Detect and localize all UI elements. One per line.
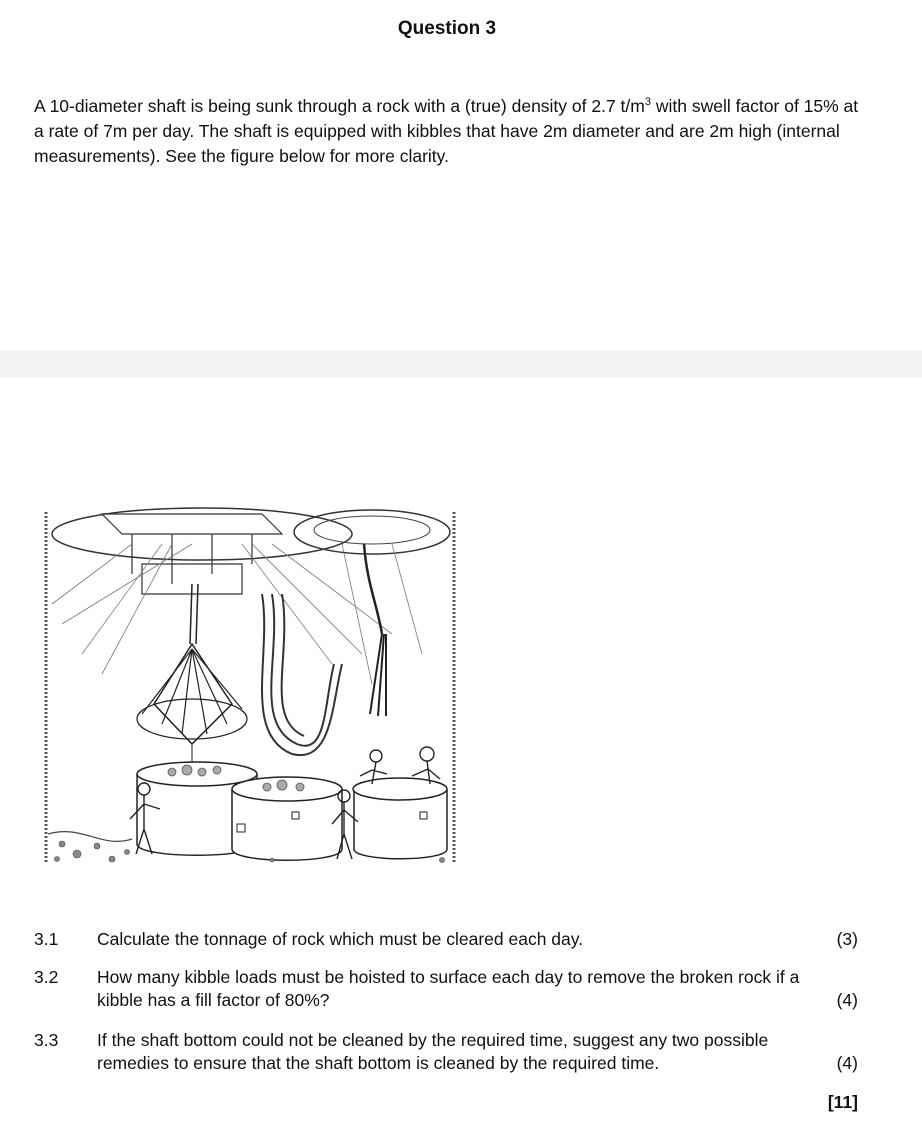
question-text: Calculate the tonnage of rock which must be cleared each day. <box>97 929 584 949</box>
question-title: Question 3 <box>397 18 497 39</box>
question-marks: (4) <box>836 1053 858 1073</box>
question-text: If the shaft bottom could not be cleaned by the required time, suggest any two possible remedies to ensure that the shaft bottom is cleaned by the required time. <box>97 1030 769 1073</box>
intro-text-part1: A 10-diameter shaft is being sunk through a rock with a (true) density of 2.7 t/m <box>34 96 645 116</box>
question-marks: (3) <box>836 929 858 949</box>
intro-text-part2: with swell factor of 15% at a rate of 7m per day. The shaft is equipped with kibbles that have 2m diameter and are 2m high (internal measurements). See the figure below for more clarity. <box>34 96 859 166</box>
intro-superscript: 3 <box>644 96 651 109</box>
page-break <box>0 350 922 378</box>
shaft-sinking-figure <box>42 504 458 868</box>
question-marks: (4) <box>836 990 858 1010</box>
question-number: 3.1 <box>34 929 59 949</box>
total-marks: [11] <box>827 1092 858 1112</box>
question-text: How many kibble loads must be hoisted to surface each day to remove the broken rock if a kibble has a fill factor of 80%? <box>97 967 800 1010</box>
shaft-illustration <box>42 504 458 868</box>
question-number: 3.2 <box>34 967 59 987</box>
question-number: 3.3 <box>34 1030 59 1050</box>
question-intro <box>34 94 864 169</box>
